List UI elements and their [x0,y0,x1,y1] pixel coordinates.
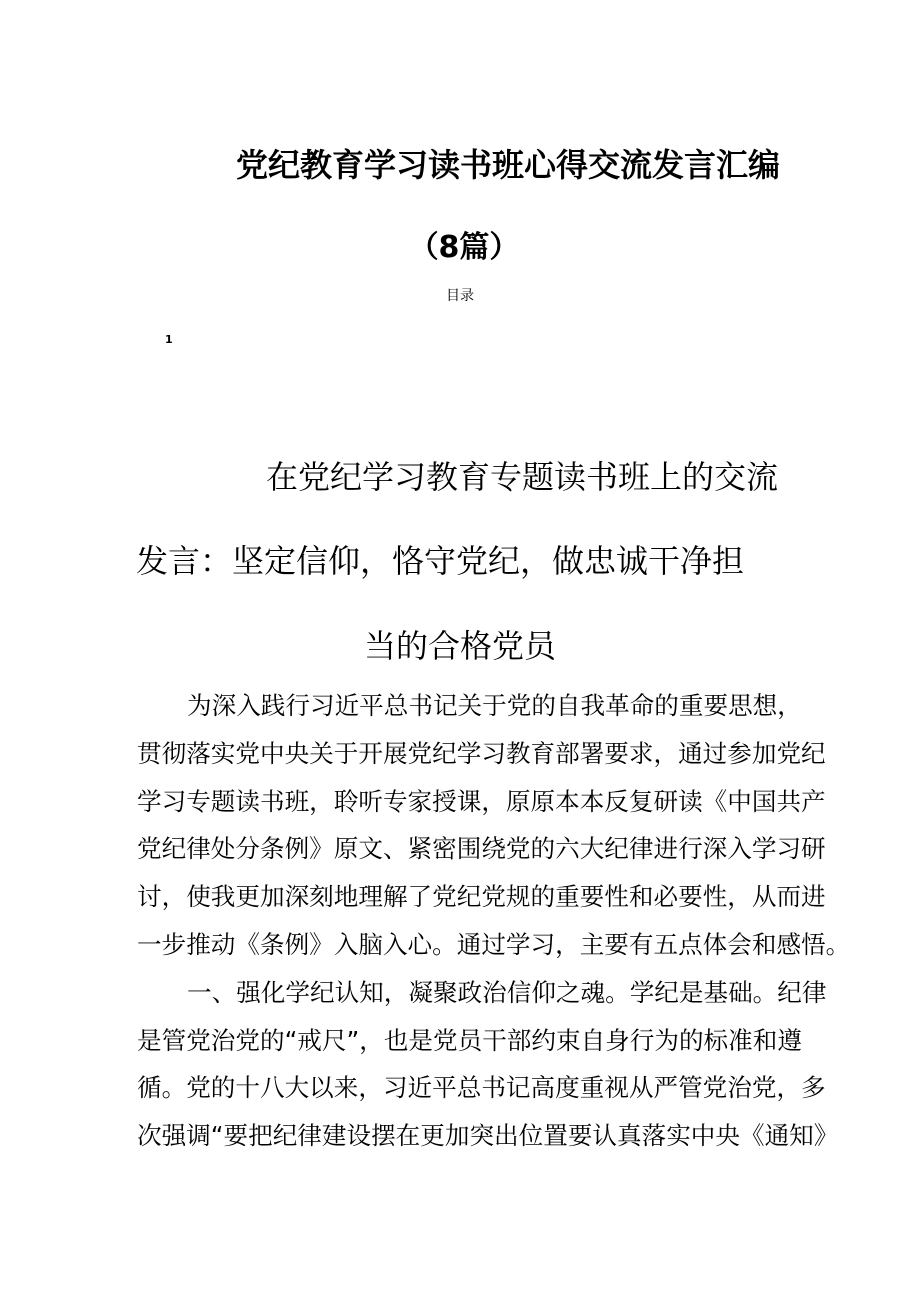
document-title-count: （8篇） [408,230,520,265]
body-line: 循。党的十八大以来，习近平总书记高度重视从严管党治党，多 [137,1073,826,1103]
article-heading-line-3: 当的合格党员 [363,627,556,665]
body-line: 贯彻落实党中央关于开展党纪学习教育部署要求，通过参加党纪 [137,738,826,768]
article-heading-line-1: 在党纪学习教育专题读书班上的交流 [266,458,779,496]
toc-label: 目录 [446,288,474,304]
toc-item-number[interactable]: 1 [165,333,173,346]
body-line: 学习专题读书班，聆听专家授课，原原本本反复研读《中国共产 [137,786,826,816]
body-line: 一、强化学纪认知，凝聚政治信仰之魂。学纪是基础。纪律 [187,977,827,1007]
body-line: 一步推动《条例》入脑入心。通过学习，主要有五点体会和感悟。 [137,929,851,959]
body-line: 次强调“要把纪律建设摆在更加突出位置要认真落实中央《通知》 [137,1121,839,1151]
body-line: 为深入践行习近平总书记关于党的自我革命的重要思想， [187,691,802,720]
article-body [137,682,851,1160]
body-line: 是管党治党的“戒尺”，也是党员干部约束自身行为的标准和遵 [137,1025,802,1055]
body-line: 讨，使我更加深刻地理解了党纪党规的重要性和必要性，从而进 [137,882,826,912]
body-line: 党纪律处分条例》原文、紧密围绕党的六大纪律进行深入学习研 [137,834,826,864]
document-title: 党纪教育学习读书班心得交流发言汇编 [236,146,781,184]
article-heading-line-2: 发言：坚定信仰，恪守党纪，做忠诚干净担 [136,542,745,580]
